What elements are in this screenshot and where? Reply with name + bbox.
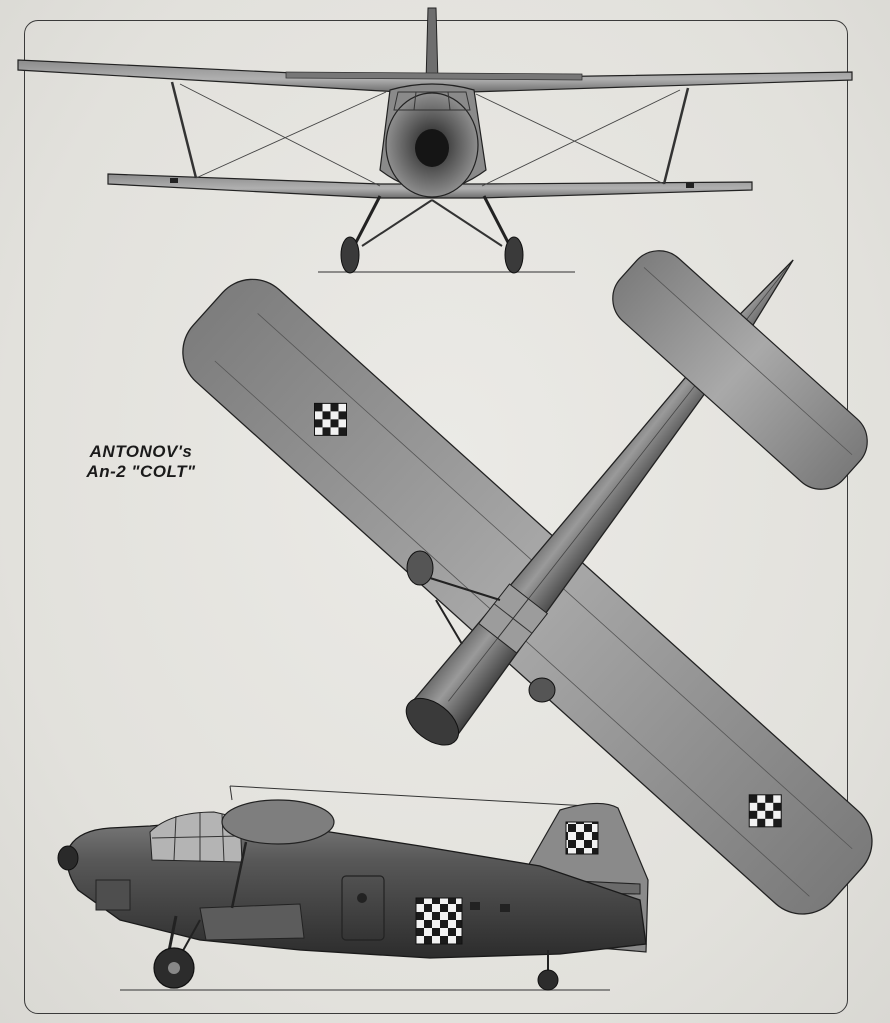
front-view <box>18 8 852 273</box>
title-line-2: An-2 "COLT" <box>86 462 196 481</box>
aircraft-title <box>56 442 226 482</box>
side-view <box>58 786 648 990</box>
title-line-1: ANTONOV's <box>89 442 193 461</box>
